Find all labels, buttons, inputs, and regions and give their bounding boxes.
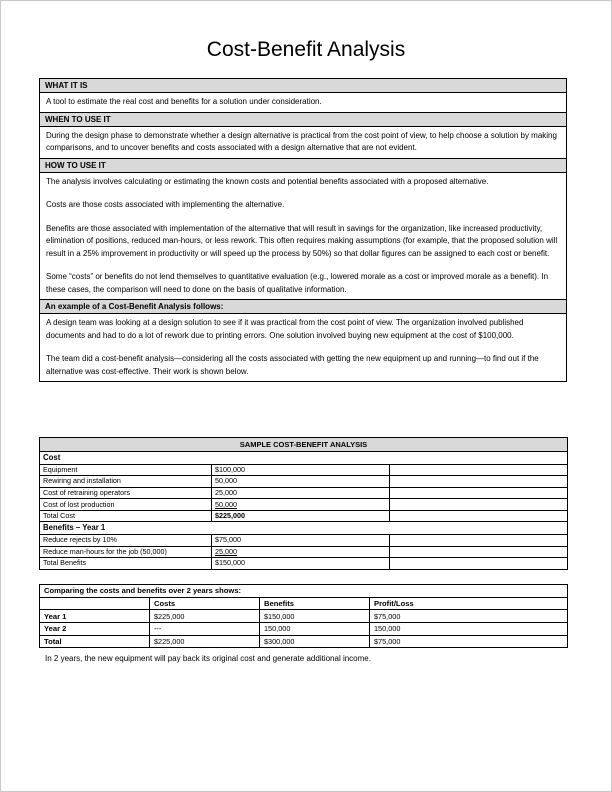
benefit-label: Reduce rejects by 10% <box>40 534 212 546</box>
cost-value: 25,000 <box>212 487 390 499</box>
conclusion-text: In 2 years, the new equipment will pay back its original cost and generate additional income. <box>45 654 371 663</box>
comparison-caption: Comparing the costs and benefits over 2 years shows: <box>40 585 568 598</box>
benefits-cell: 150,000 <box>260 623 370 636</box>
cost-label: Cost of lost production <box>40 499 212 511</box>
empty-cell <box>390 546 568 558</box>
sample-table-caption: SAMPLE COST-BENEFIT ANALYSIS <box>40 438 568 452</box>
cost-label: Cost of retraining operators <box>40 487 212 499</box>
table-row <box>40 487 568 499</box>
section-heading-what: WHAT IT IS <box>40 79 566 93</box>
row-label: Year 2 <box>40 623 150 636</box>
cost-label: Rewiring and installation <box>40 476 212 488</box>
table-row <box>40 623 568 636</box>
table-row <box>40 534 568 546</box>
total-benefits-value: $150,000 <box>212 558 390 570</box>
info-box <box>39 78 567 382</box>
section-heading-how: HOW TO USE IT <box>40 159 566 173</box>
column-header-costs: Costs <box>150 597 260 610</box>
section-heading-when: WHEN TO USE IT <box>40 113 566 127</box>
comparison-table <box>39 584 568 648</box>
cost-value: 50,000 <box>212 476 390 488</box>
section-body-what <box>40 93 566 113</box>
cost-label: Equipment <box>40 464 212 476</box>
profit-cell: $75,000 <box>370 610 568 623</box>
table-row <box>40 510 568 522</box>
row-label: Year 1 <box>40 610 150 623</box>
total-cost-value: $225,000 <box>212 510 390 522</box>
empty-cell <box>40 597 150 610</box>
table-row <box>40 635 568 648</box>
empty-cell <box>390 487 568 499</box>
total-benefits-label: Total Benefits <box>40 558 212 570</box>
paragraph: Costs are those costs associated with implementing the alternative. <box>46 200 285 209</box>
table-row <box>40 610 568 623</box>
paragraph: Benefits are those associated with implementation of the alternative that will result in savings for the organization, like increased productivity, elimination of positions, reduced man-hours, or less rework. This often requires making assumptions (for example, that the proposed solution will result in a 25% improvement in productivity or will speed up the process by 50%) so that dollar figures can be assigned to each cost or benefit. <box>46 223 558 258</box>
table-row <box>40 558 568 570</box>
benefit-label: Reduce man-hours for the job (50,000) <box>40 546 212 558</box>
section-heading-example: An example of a Cost-Benefit Analysis follows: <box>40 300 566 314</box>
page-title: Cost-Benefit Analysis <box>206 38 406 61</box>
paragraph: The team did a cost-benefit analysis—considering all the costs associated with getting the new equipment up and running—to find out if the alternative was cost-effective. Their work is shown below. <box>46 354 539 376</box>
costs-cell: --- <box>150 623 260 636</box>
benefits-cell: $150,000 <box>260 610 370 623</box>
column-header-profit-loss: Profit/Loss <box>370 597 568 610</box>
paragraph: Some “costs” or benefits do not lend themselves to quantitative evaluation (e.g., lowered morale as a cost or improved morale as a benefit). In these cases, the comparison will need to done on the basis of qualitative information. <box>46 272 549 294</box>
benefit-value: $75,000 <box>212 534 390 546</box>
empty-cell <box>390 499 568 511</box>
section-body-how <box>40 173 566 301</box>
table-row <box>40 464 568 476</box>
table-row <box>40 499 568 511</box>
section-body-when <box>40 127 566 159</box>
table-header-row <box>40 597 568 610</box>
table-row <box>40 476 568 488</box>
costs-cell: $225,000 <box>150 635 260 648</box>
column-header-benefits: Benefits <box>260 597 370 610</box>
paragraph: A design team was looking at a design solution to see if it was practical from the cost point of view. The organization involved published documents and had to do a lot of rework due to printing errors. One solution involved buying new equipment at the cost of $100,000. <box>46 318 524 340</box>
empty-cell <box>390 534 568 546</box>
cost-heading: Cost <box>40 452 568 465</box>
total-cost-label: Total Cost <box>40 510 212 522</box>
sample-cost-benefit-table <box>39 437 568 570</box>
empty-cell <box>390 558 568 570</box>
profit-cell: $75,000 <box>370 635 568 648</box>
profit-cell: 150,000 <box>370 623 568 636</box>
paragraph: A tool to estimate the real cost and benefits for a solution under consideration. <box>46 97 322 106</box>
empty-cell <box>390 476 568 488</box>
cost-value: 50,000 <box>212 499 390 511</box>
empty-cell <box>390 510 568 522</box>
costs-cell: $225,000 <box>150 610 260 623</box>
cost-value: $100,000 <box>212 464 390 476</box>
section-body-example <box>40 314 566 381</box>
paragraph: The analysis involves calculating or estimating the known costs and potential benefits associated with a proposed alternative. <box>46 176 489 186</box>
empty-cell <box>390 464 568 476</box>
paragraph: During the design phase to demonstrate whether a design alternative is practical from the cost point of view, to help choose a solution by making comparisons, and to uncover benefits and costs associated with a design alternative that are not evident. <box>46 130 557 152</box>
row-label: Total <box>40 635 150 648</box>
benefits-cell: $300,000 <box>260 635 370 648</box>
table-row <box>40 546 568 558</box>
benefits-heading: Benefits – Year 1 <box>40 522 568 535</box>
benefit-value: 25,000 <box>212 546 390 558</box>
